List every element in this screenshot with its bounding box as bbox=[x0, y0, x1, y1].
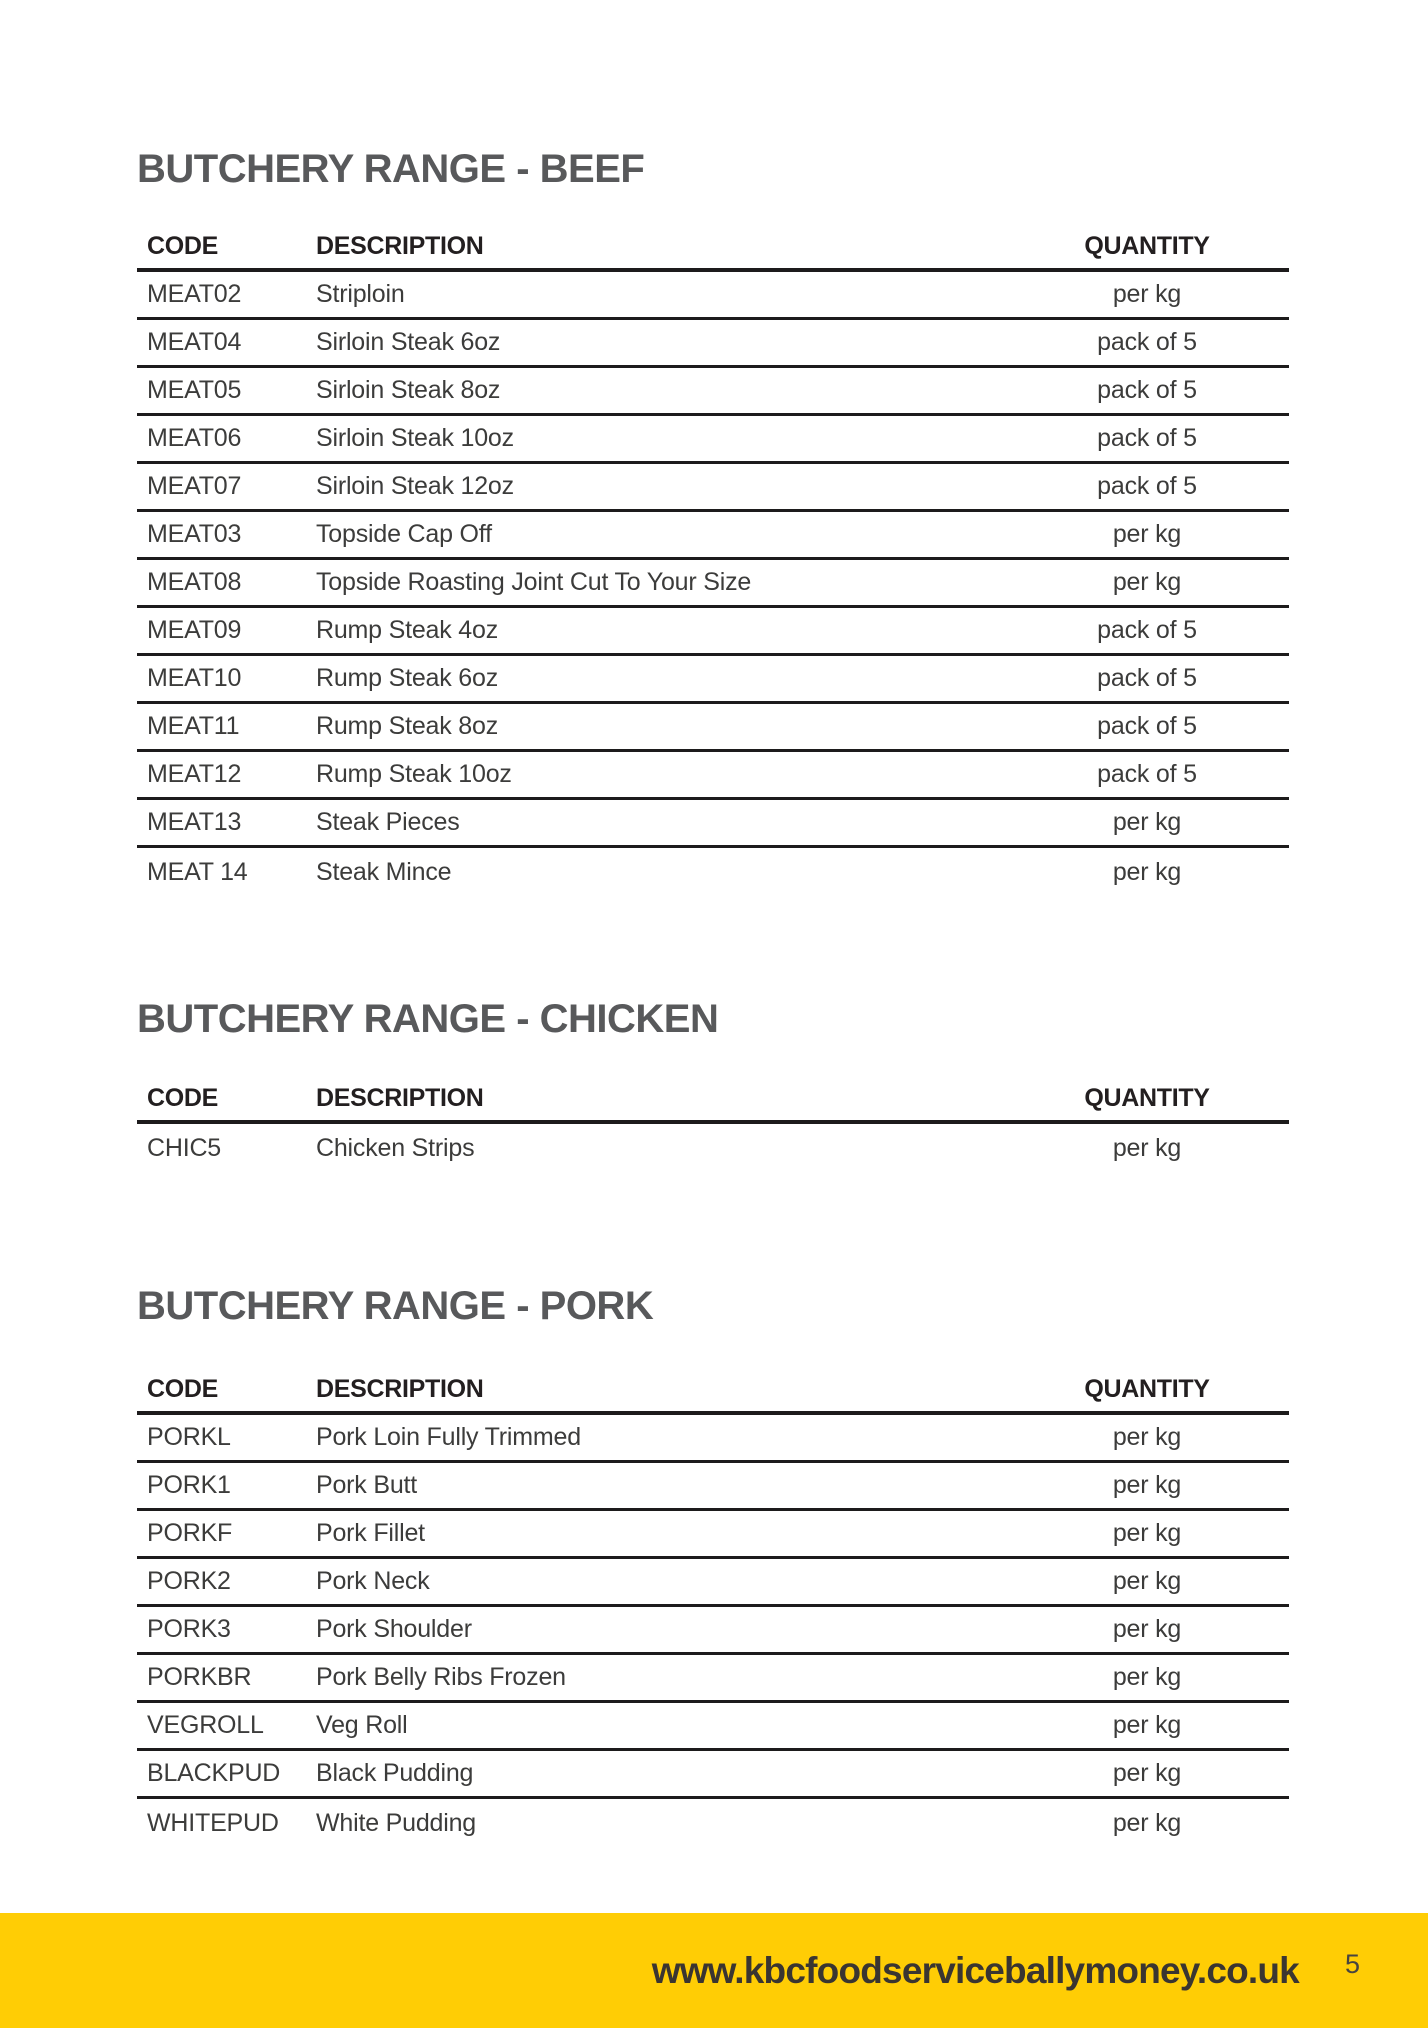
footer-url[interactable]: www.kbcfoodserviceballymoney.co.uk bbox=[651, 1949, 1299, 1991]
cell-code: PORK3 bbox=[147, 1615, 231, 1643]
cell-quantity: pack of 5 bbox=[1097, 664, 1197, 692]
table-row bbox=[137, 1751, 1289, 1799]
column-header-code: CODE bbox=[147, 232, 219, 260]
section-title-pork: BUTCHERY RANGE - PORK bbox=[137, 1284, 654, 1328]
cell-code: MEAT03 bbox=[147, 520, 242, 548]
section-title-chicken: BUTCHERY RANGE - CHICKEN bbox=[137, 997, 719, 1041]
cell-quantity: per kg bbox=[1112, 857, 1182, 886]
cell-description: Sirloin Steak 12oz bbox=[316, 472, 514, 500]
cell-code: MEAT07 bbox=[147, 472, 242, 500]
cell-code: MEAT06 bbox=[147, 424, 242, 452]
cell-description: Pork Shoulder bbox=[316, 1615, 472, 1643]
table-row bbox=[137, 1415, 1289, 1463]
cell-description: Topside Roasting Joint Cut To Your Size bbox=[316, 568, 752, 596]
cell-description: Striploin bbox=[316, 280, 405, 308]
table-row bbox=[137, 608, 1289, 656]
column-header-quantity: QUANTITY bbox=[1084, 1375, 1210, 1403]
cell-quantity: per kg bbox=[1112, 1711, 1182, 1739]
cell-quantity: per kg bbox=[1112, 1567, 1182, 1595]
cell-code: PORK2 bbox=[147, 1567, 231, 1595]
cell-description: Sirloin Steak 6oz bbox=[316, 328, 501, 356]
table-row bbox=[137, 560, 1289, 608]
table-row bbox=[137, 1703, 1289, 1751]
cell-quantity: per kg bbox=[1112, 1519, 1182, 1547]
cell-quantity: per kg bbox=[1112, 1133, 1182, 1162]
cell-description: Rump Steak 6oz bbox=[316, 664, 499, 692]
table-row bbox=[137, 1511, 1289, 1559]
table-row bbox=[137, 272, 1289, 320]
table-row bbox=[137, 704, 1289, 752]
cell-quantity: pack of 5 bbox=[1097, 328, 1197, 356]
table-row bbox=[137, 752, 1289, 800]
cell-code: MEAT02 bbox=[147, 280, 242, 308]
table-row bbox=[137, 1559, 1289, 1607]
cell-description: Black Pudding bbox=[316, 1759, 474, 1787]
cell-quantity: per kg bbox=[1112, 1471, 1182, 1499]
cell-code: PORKL bbox=[147, 1423, 231, 1451]
cell-quantity: per kg bbox=[1112, 568, 1182, 596]
cell-description: Sirloin Steak 8oz bbox=[316, 376, 501, 404]
table-header-row bbox=[137, 228, 1289, 272]
column-header-description: DESCRIPTION bbox=[316, 232, 484, 260]
cell-description: Rump Steak 8oz bbox=[316, 712, 499, 740]
table-row bbox=[137, 512, 1289, 560]
cell-code: PORKF bbox=[147, 1519, 233, 1547]
cell-quantity: per kg bbox=[1112, 1663, 1182, 1691]
cell-code: MEAT13 bbox=[147, 808, 242, 836]
cell-quantity: pack of 5 bbox=[1097, 760, 1197, 788]
cell-description: Rump Steak 4oz bbox=[316, 616, 499, 644]
cell-code: MEAT04 bbox=[147, 328, 242, 356]
cell-code: MEAT08 bbox=[147, 568, 242, 596]
table-header-row bbox=[137, 1371, 1289, 1415]
cell-quantity: per kg bbox=[1112, 1423, 1182, 1451]
cell-quantity: per kg bbox=[1112, 1615, 1182, 1643]
cell-code: VEGROLL bbox=[147, 1711, 264, 1739]
cell-code: MEAT09 bbox=[147, 616, 242, 644]
footer-bar bbox=[0, 1913, 1428, 2028]
cell-description: Chicken Strips bbox=[316, 1133, 475, 1162]
cell-description: Pork Butt bbox=[316, 1471, 418, 1499]
cell-description: Pork Neck bbox=[316, 1567, 430, 1595]
section-pork bbox=[137, 1285, 1289, 1847]
column-header-code: CODE bbox=[147, 1084, 219, 1112]
cell-code: WHITEPUD bbox=[147, 1808, 279, 1837]
cell-description: White Pudding bbox=[316, 1808, 476, 1837]
table-row bbox=[137, 368, 1289, 416]
cell-description: Pork Fillet bbox=[316, 1519, 425, 1547]
cell-description: Pork Loin Fully Trimmed bbox=[316, 1423, 581, 1451]
cell-code: PORK1 bbox=[147, 1471, 231, 1499]
cell-code: MEAT12 bbox=[147, 760, 242, 788]
table-row bbox=[137, 848, 1289, 896]
chicken-table bbox=[137, 1080, 1289, 1172]
cell-description: Sirloin Steak 10oz bbox=[316, 424, 514, 452]
section-chicken bbox=[137, 998, 1289, 1172]
cell-description: Steak Pieces bbox=[316, 808, 460, 836]
column-header-description: DESCRIPTION bbox=[316, 1375, 484, 1403]
cell-code: MEAT11 bbox=[147, 712, 240, 740]
cell-description: Pork Belly Ribs Frozen bbox=[316, 1663, 566, 1691]
cell-code: MEAT05 bbox=[147, 376, 242, 404]
cell-quantity: per kg bbox=[1112, 280, 1182, 308]
pork-table bbox=[137, 1371, 1289, 1847]
table-row bbox=[137, 1655, 1289, 1703]
table-row bbox=[137, 1124, 1289, 1172]
section-title-beef: BUTCHERY RANGE - BEEF bbox=[137, 147, 645, 191]
cell-quantity: pack of 5 bbox=[1097, 472, 1197, 500]
table-row bbox=[137, 1799, 1289, 1847]
cell-description: Veg Roll bbox=[316, 1711, 408, 1739]
cell-description: Rump Steak 10oz bbox=[316, 760, 512, 788]
cell-quantity: per kg bbox=[1112, 1808, 1182, 1837]
cell-code: BLACKPUD bbox=[147, 1759, 281, 1787]
table-row bbox=[137, 464, 1289, 512]
table-row bbox=[137, 320, 1289, 368]
table-row bbox=[137, 1607, 1289, 1655]
cell-quantity: per kg bbox=[1112, 808, 1182, 836]
page-number: 5 bbox=[1344, 1949, 1360, 1979]
table-header-row bbox=[137, 1080, 1289, 1124]
table-row bbox=[137, 1463, 1289, 1511]
column-header-description: DESCRIPTION bbox=[316, 1084, 484, 1112]
cell-code: PORKBR bbox=[147, 1663, 252, 1691]
column-header-quantity: QUANTITY bbox=[1084, 232, 1210, 260]
column-header-quantity: QUANTITY bbox=[1084, 1084, 1210, 1112]
cell-description: Steak Mince bbox=[316, 857, 452, 886]
cell-quantity: pack of 5 bbox=[1097, 424, 1197, 452]
cell-quantity: pack of 5 bbox=[1097, 616, 1197, 644]
cell-description: Topside Cap Off bbox=[316, 520, 492, 548]
table-row bbox=[137, 800, 1289, 848]
beef-table bbox=[137, 228, 1289, 896]
cell-quantity: per kg bbox=[1112, 1759, 1182, 1787]
cell-code: CHIC5 bbox=[147, 1133, 222, 1162]
cell-quantity: per kg bbox=[1112, 520, 1182, 548]
table-row bbox=[137, 416, 1289, 464]
cell-quantity: pack of 5 bbox=[1097, 712, 1197, 740]
cell-quantity: pack of 5 bbox=[1097, 376, 1197, 404]
table-row bbox=[137, 656, 1289, 704]
cell-code: MEAT10 bbox=[147, 664, 242, 692]
column-header-code: CODE bbox=[147, 1375, 219, 1403]
cell-code: MEAT 14 bbox=[147, 857, 248, 886]
section-beef bbox=[137, 148, 1289, 896]
